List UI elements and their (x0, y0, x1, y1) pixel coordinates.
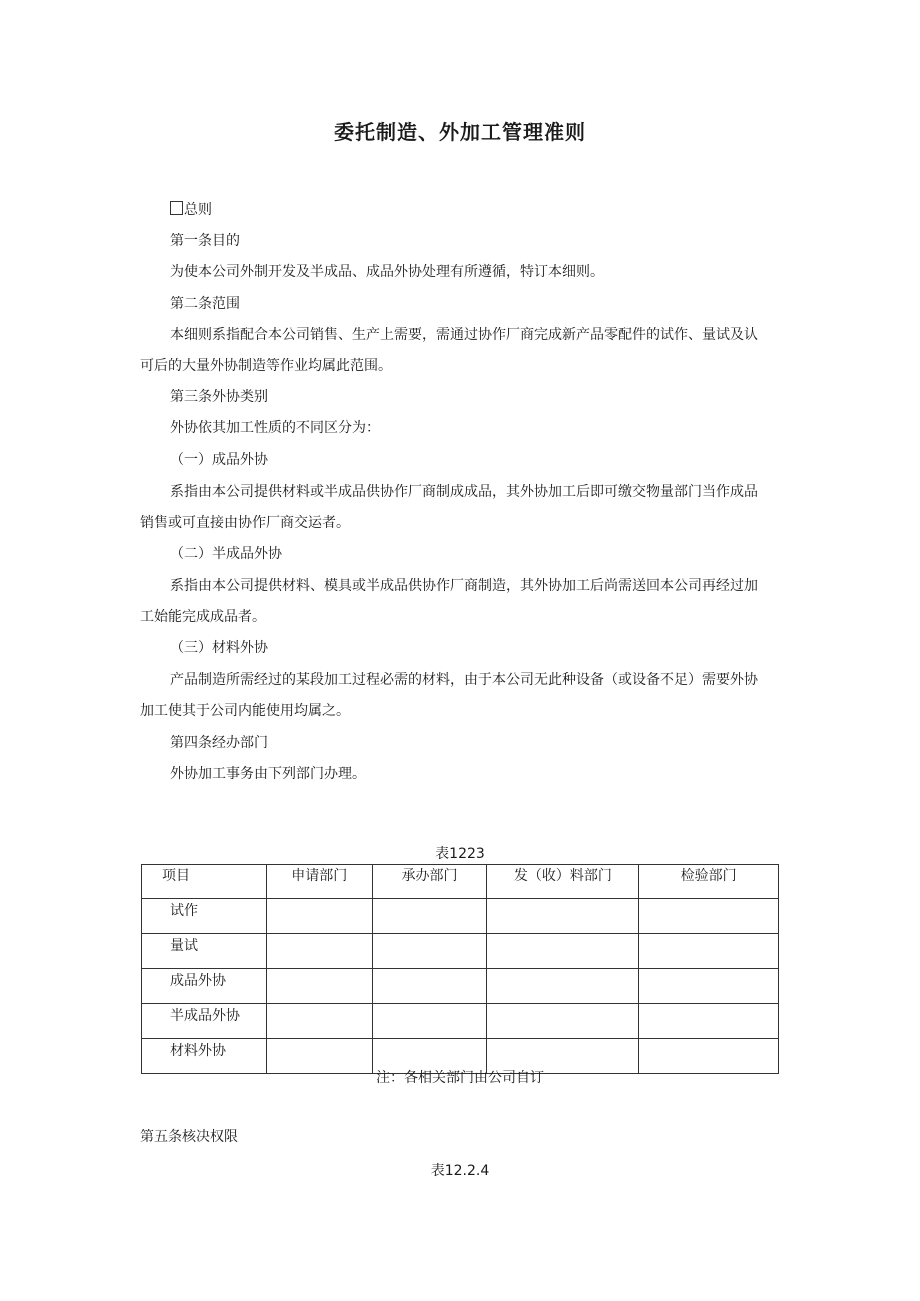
table-caption: 表1223 (435, 846, 485, 862)
table-cell (372, 1004, 487, 1039)
table-row-label: 材料外协 (142, 1039, 267, 1074)
table-cell (487, 934, 639, 969)
paragraph: 产品制造所需经过的某段加工过程必需的材料，由于本公司无此种设备（或设备不足）需要外协 (170, 672, 758, 688)
table-header-row (142, 865, 779, 899)
table-header-cell: 承办部门 (372, 865, 487, 899)
table-row-label: 半成品外协 (142, 1004, 267, 1039)
table-cell (487, 1004, 639, 1039)
document-title: 委托制造、外加工管理准则 (334, 120, 586, 144)
table-cell (487, 899, 639, 934)
table-cell (266, 969, 372, 1004)
table-cell (639, 969, 779, 1004)
paragraph: （二）半成品外协 (170, 546, 282, 562)
paragraph: （一）成品外协 (170, 452, 268, 468)
paragraph: 系指由本公司提供材料、模具或半成品供协作厂商制造，其外协加工后尚需送回本公司再经过加 (170, 578, 758, 594)
paragraph: 第四条经办部门 (170, 735, 268, 751)
table-note: 注：各相关部门由公司自订 (376, 1070, 544, 1086)
table-cell (639, 1004, 779, 1039)
table-cell (639, 899, 779, 934)
table-cell (372, 899, 487, 934)
table-cell (372, 969, 487, 1004)
table-cell (639, 934, 779, 969)
table-row-label: 试作 (142, 899, 267, 934)
table-cell (266, 934, 372, 969)
paragraph: 外协加工事务由下列部门办理。 (170, 766, 366, 782)
paragraph: 加工使其于公司内能使用均属之。 (140, 703, 350, 719)
table-header-cell: 项目 (142, 865, 267, 899)
paragraph: 第一条目的 (170, 233, 240, 249)
paragraph: 第三条外协类别 (170, 389, 268, 405)
table-row (142, 1004, 779, 1039)
table-header-cell: 申请部门 (266, 865, 372, 899)
table-row (142, 969, 779, 1004)
paragraph: 本细则系指配合本公司销售、生产上需要，需通过协作厂商完成新产品零配件的试作、量试及认 (170, 327, 758, 343)
paragraph: 为使本公司外制开发及半成品、成品外协处理有所遵循，特订本细则。 (170, 264, 604, 280)
table-caption: 表12.2.4 (430, 1163, 490, 1179)
section-heading-label: 总则 (184, 202, 212, 218)
paragraph: （三）材料外协 (170, 640, 268, 656)
department-table (141, 864, 779, 1074)
checkbox-icon (170, 201, 183, 215)
table-cell (487, 969, 639, 1004)
paragraph: 外协依其加工性质的不同区分为： (170, 420, 380, 436)
table-row (142, 934, 779, 969)
paragraph: 第二条范围 (170, 296, 240, 312)
table-row-label: 量试 (142, 934, 267, 969)
table-cell (266, 899, 372, 934)
table-header-cell: 发（收）料部门 (487, 865, 639, 899)
paragraph: 可后的大量外协制造等作业均属此范围。 (140, 358, 392, 374)
table-row-label: 成品外协 (142, 969, 267, 1004)
paragraph: 系指由本公司提供材料或半成品供协作厂商制成成品，其外协加工后即可缴交物量部门当作成品 (170, 484, 758, 500)
paragraph: 工始能完成成品者。 (140, 609, 266, 625)
table-cell (266, 1004, 372, 1039)
article-heading: 第五条核决权限 (140, 1129, 238, 1145)
table-row (142, 899, 779, 934)
paragraph: 销售或可直接由协作厂商交运者。 (140, 515, 350, 531)
table-cell (372, 934, 487, 969)
table-header-cell: 检验部门 (639, 865, 779, 899)
section-heading (170, 200, 212, 220)
